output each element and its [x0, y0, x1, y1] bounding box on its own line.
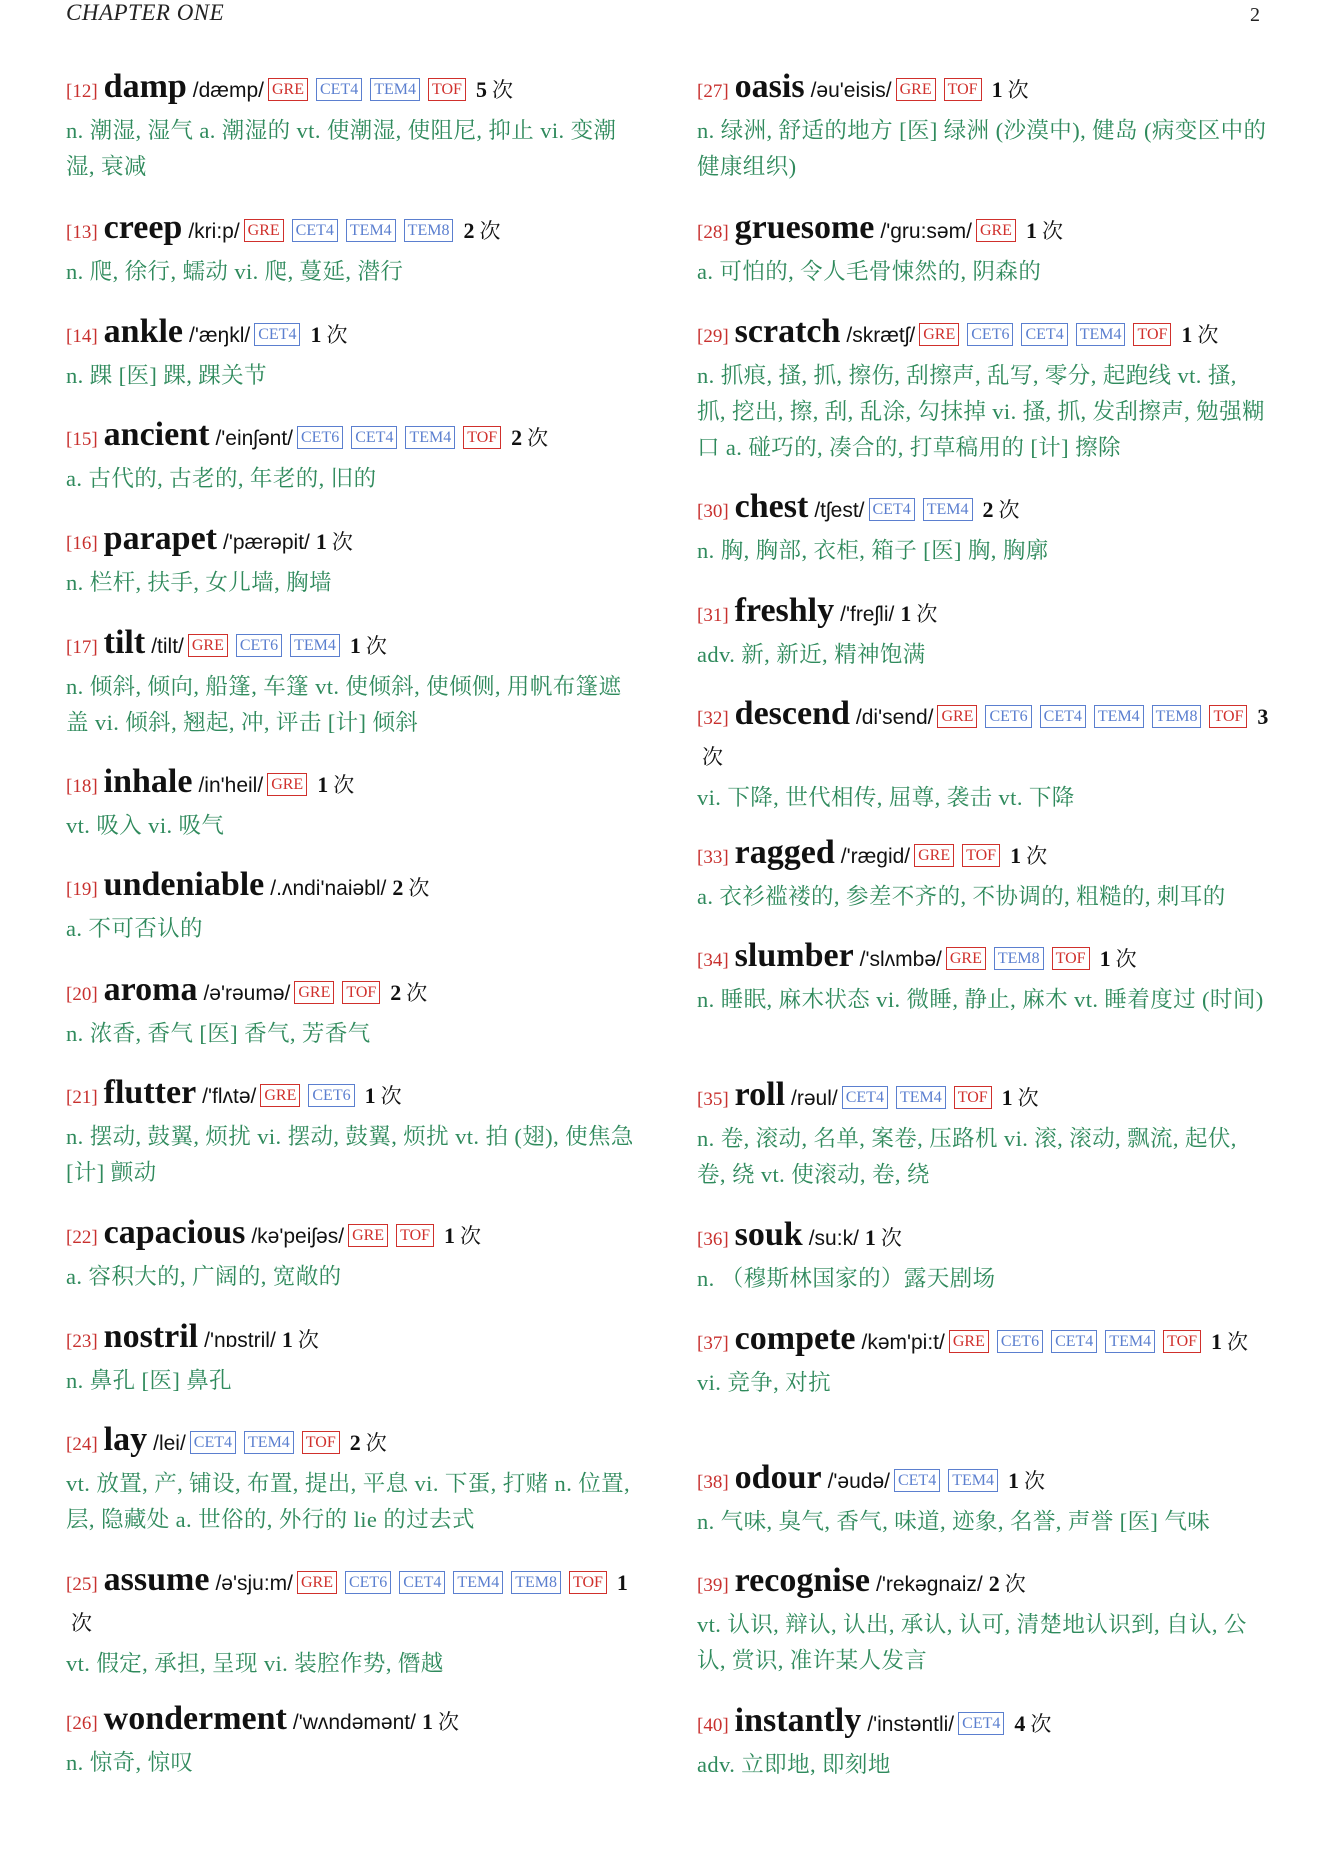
definition: n. 胸, 胸部, 衣柜, 箱子 [医] 胸, 胸廓 — [697, 538, 1049, 563]
entry-index: [30] — [697, 501, 729, 522]
headword: descend — [734, 695, 850, 732]
phonetic: /in'heil/ — [198, 774, 264, 797]
exam-tag-badge: TEM4 — [1105, 1330, 1155, 1353]
entry-index: [17] — [66, 637, 98, 658]
word-entry — [66, 313, 638, 394]
frequency-count: 1 — [1007, 1468, 1019, 1493]
frequency-unit: 次 — [1017, 1086, 1039, 1110]
word-entry — [697, 488, 1269, 569]
frequency-count: 1 — [349, 633, 361, 658]
frequency-count: 1 — [1211, 1329, 1223, 1354]
word-entry — [66, 1074, 638, 1191]
exam-tag-badge: TEM4 — [948, 1469, 998, 1492]
frequency-unit: 次 — [916, 602, 938, 626]
exam-tag-badge: TOF — [954, 1086, 992, 1109]
exam-tag-badge: TEM4 — [923, 498, 973, 521]
exam-tag-badge: TOF — [342, 981, 380, 1004]
entry-head — [697, 488, 1269, 533]
entry-head — [66, 624, 638, 669]
exam-tag-badge: TEM4 — [1094, 705, 1144, 728]
definition: vt. 假定, 承担, 呈现 vi. 装腔作势, 僭越 — [66, 1651, 444, 1676]
phonetic: /ə'sju:m/ — [215, 1572, 293, 1595]
entry-index: [27] — [697, 81, 729, 102]
entry-index: [21] — [66, 1087, 98, 1108]
phonetic: /'əudə/ — [827, 1470, 890, 1493]
headword: scratch — [734, 313, 841, 350]
frequency-count: 2 — [463, 218, 475, 243]
headword: oasis — [734, 68, 805, 105]
phonetic: /'wʌndəmənt/ — [292, 1711, 416, 1734]
phonetic: /su:k/ — [808, 1227, 859, 1250]
entry-head — [66, 416, 638, 461]
definition: n. 倾斜, 倾向, 船篷, 车篷 vt. 使倾斜, 使倾侧, 用帆布篷遮盖 vi. 倾斜, 翘起, 冲, 评击 [计] 倾斜 — [66, 674, 622, 735]
frequency-count: 2 — [511, 425, 523, 450]
frequency-count: 1 — [310, 322, 322, 347]
definition: a. 古代的, 古老的, 年老的, 旧的 — [66, 466, 377, 491]
phonetic: /tilt/ — [151, 635, 184, 658]
frequency-unit: 次 — [365, 634, 387, 658]
entry-index: [38] — [697, 1472, 729, 1493]
definition: vi. 竞争, 对抗 — [697, 1370, 832, 1395]
headword: ragged — [734, 834, 835, 871]
entry-index: [32] — [697, 708, 729, 729]
entry-head — [66, 866, 638, 911]
frequency-unit: 次 — [1004, 1572, 1026, 1596]
entry-head — [66, 1700, 638, 1745]
exam-tag-badge: GRE — [297, 1571, 337, 1594]
definition: n. 浓香, 香气 [医] 香气, 芳香气 — [66, 1021, 371, 1046]
headword: capacious — [103, 1214, 246, 1251]
definition: a. 衣衫褴褛的, 参差不齐的, 不协调的, 粗糙的, 刺耳的 — [697, 884, 1226, 909]
word-entry — [66, 624, 638, 741]
headword: undeniable — [103, 866, 265, 903]
word-entry — [697, 1702, 1269, 1783]
entry-index: [26] — [66, 1713, 98, 1734]
definition: n. 踝 [医] 踝, 踝关节 — [66, 363, 267, 388]
headword: odour — [734, 1459, 822, 1496]
frequency-unit: 次 — [333, 773, 355, 797]
exam-tag-badge: TOF — [1209, 705, 1247, 728]
exam-tag-badge: TEM8 — [1152, 705, 1202, 728]
word-entry — [66, 1561, 638, 1682]
exam-tag-badge: CET4 — [316, 78, 362, 101]
entry-index: [20] — [66, 984, 98, 1005]
exam-tag-badge: GRE — [919, 323, 959, 346]
frequency-unit: 次 — [880, 1226, 902, 1250]
exam-tag-badge: CET6 — [308, 1084, 354, 1107]
exam-tag-badge: TOF — [962, 844, 1000, 867]
exam-tag-badge: CET4 — [894, 1469, 940, 1492]
headword: gruesome — [734, 209, 875, 246]
frequency-unit: 次 — [998, 498, 1020, 522]
phonetic: /əu'eisis/ — [810, 79, 892, 102]
exam-tag-badge: CET4 — [869, 498, 915, 521]
frequency-unit: 次 — [1197, 323, 1219, 347]
entry-index: [29] — [697, 326, 729, 347]
phonetic: /'pærəpit/ — [222, 531, 310, 554]
word-entry — [697, 834, 1269, 915]
frequency-unit: 次 — [326, 323, 348, 347]
frequency-count: 5 — [475, 77, 487, 102]
headword: lay — [103, 1421, 148, 1458]
definition: n. 卷, 滚动, 名单, 案卷, 压路机 vi. 滚, 滚动, 飘流, 起伏, 卷, 绕 vt. 使滚动, 卷, 绕 — [697, 1126, 1237, 1187]
frequency-count: 2 — [392, 875, 404, 900]
frequency-count: 1 — [616, 1570, 628, 1595]
word-entry — [66, 1318, 638, 1399]
definition: adv. 立即地, 即刻地 — [697, 1752, 891, 1777]
entry-head — [697, 1320, 1269, 1365]
exam-tag-badge: CET4 — [1051, 1330, 1097, 1353]
exam-tag-badge: CET4 — [351, 426, 397, 449]
phonetic: /tʃest/ — [814, 499, 865, 522]
exam-tag-badge: TOF — [463, 426, 501, 449]
word-entry — [697, 592, 1269, 673]
word-entry — [66, 763, 638, 844]
entry-head — [66, 209, 638, 254]
word-entry — [66, 1700, 638, 1781]
exam-tag-badge: CET6 — [345, 1571, 391, 1594]
frequency-count: 1 — [315, 529, 327, 554]
frequency-count: 1 — [864, 1225, 876, 1250]
definition: vt. 放置, 产, 铺设, 布置, 提出, 平息 vi. 下蛋, 打赌 n. 位置, 层, 隐藏处 a. 世俗的, 外行的 lie 的过去式 — [66, 1471, 631, 1532]
definition: n. 惊奇, 惊叹 — [66, 1750, 194, 1775]
word-entry — [697, 1562, 1269, 1679]
frequency-unit: 次 — [1030, 1712, 1052, 1736]
frequency-unit: 次 — [1007, 78, 1029, 102]
phonetic: /.ʌndi'naiəbl/ — [270, 877, 387, 900]
frequency-unit: 次 — [380, 1084, 402, 1108]
frequency-unit: 次 — [331, 530, 353, 554]
headword: aroma — [103, 971, 198, 1008]
frequency-count: 1 — [444, 1223, 456, 1248]
exam-tag-badge: GRE — [949, 1330, 989, 1353]
exam-tag-badge: TOF — [396, 1224, 434, 1247]
definition: n. 气味, 臭气, 香气, 味道, 迹象, 名誉, 声誉 [医] 气味 — [697, 1509, 1211, 1534]
definition: n. （穆斯林国家的）露天剧场 — [697, 1266, 996, 1291]
exam-tag-badge: CET6 — [297, 426, 343, 449]
entry-head — [66, 313, 638, 358]
entry-head — [697, 1216, 1269, 1261]
exam-tag-badge: CET6 — [985, 705, 1031, 728]
definition: n. 摆动, 鼓翼, 烦扰 vi. 摆动, 鼓翼, 烦扰 vt. 拍 (翅), 使焦急 [计] 颤动 — [66, 1124, 634, 1185]
headword: parapet — [103, 520, 217, 557]
entry-head — [697, 1562, 1269, 1607]
headword: inhale — [103, 763, 193, 800]
entry-index: [15] — [66, 429, 98, 450]
exam-tag-badge: TOF — [428, 78, 466, 101]
phonetic: /dæmp/ — [192, 79, 264, 102]
entry-head — [66, 763, 638, 808]
headword: tilt — [103, 624, 146, 661]
word-entry — [66, 971, 638, 1052]
exam-tag-badge: CET4 — [1040, 705, 1086, 728]
exam-tag-badge: TEM4 — [1076, 323, 1126, 346]
word-entry — [697, 937, 1269, 1018]
headword: slumber — [734, 937, 854, 974]
entry-index: [22] — [66, 1227, 98, 1248]
frequency-count: 1 — [1181, 322, 1193, 347]
entry-index: [36] — [697, 1229, 729, 1250]
exam-tag-badge: CET4 — [254, 323, 300, 346]
exam-tag-badge: GRE — [976, 219, 1016, 242]
definition: a. 不可否认的 — [66, 916, 203, 941]
word-entry — [697, 1076, 1269, 1193]
exam-tag-badge: GRE — [946, 947, 986, 970]
phonetic: /kəm'pi:t/ — [861, 1331, 945, 1354]
frequency-unit: 次 — [437, 1710, 459, 1734]
headword: assume — [103, 1561, 210, 1598]
exam-tag-badge: TOF — [944, 78, 982, 101]
definition: n. 抓痕, 搔, 抓, 擦伤, 刮擦声, 乱写, 零分, 起跑线 vt. 搔, 抓, 挖出, 擦, 刮, 乱涂, 勾抹掉 vi. 搔, 抓, 发刮擦声, 勉强糊口 a. 碰巧的, 凑合的, 打草稿用的 [计] 擦除 — [697, 363, 1265, 460]
word-entry — [697, 68, 1269, 185]
exam-tag-badge: CET6 — [967, 323, 1013, 346]
exam-tag-badge: GRE — [348, 1224, 388, 1247]
phonetic: /lei/ — [153, 1432, 186, 1455]
frequency-unit: 次 — [479, 219, 501, 243]
phonetic: /'æŋkl/ — [189, 324, 251, 347]
exam-tag-badge: TOF — [1052, 947, 1090, 970]
frequency-unit: 次 — [527, 426, 549, 450]
entry-index: [39] — [697, 1575, 729, 1596]
frequency-count: 1 — [1025, 218, 1037, 243]
definition: n. 绿洲, 舒适的地方 [医] 绿洲 (沙漠中), 健岛 (病变区中的健康组织) — [697, 118, 1267, 179]
exam-tag-badge: TEM8 — [994, 947, 1044, 970]
phonetic: /ə'rəumə/ — [203, 982, 291, 1005]
chapter-title: CHAPTER ONE — [66, 0, 225, 25]
exam-tag-badge: TEM8 — [511, 1571, 561, 1594]
entry-head — [66, 520, 638, 565]
word-entry — [697, 1216, 1269, 1297]
phonetic: /'freʃli/ — [840, 603, 895, 626]
word-entry — [697, 1459, 1269, 1540]
entry-head — [66, 971, 638, 1016]
frequency-unit: 次 — [297, 1328, 319, 1352]
headword: roll — [734, 1076, 786, 1113]
word-entry — [66, 1214, 638, 1295]
entry-head — [697, 834, 1269, 879]
entry-head — [697, 937, 1269, 982]
exam-tag-badge: GRE — [937, 705, 977, 728]
definition: adv. 新, 新近, 精神饱满 — [697, 642, 926, 667]
frequency-unit: 次 — [460, 1224, 482, 1248]
word-entry — [66, 1421, 638, 1538]
exam-tag-badge: TOF — [302, 1431, 340, 1454]
frequency-count: 1 — [900, 601, 912, 626]
entry-index: [13] — [66, 222, 98, 243]
headword: ankle — [103, 313, 184, 350]
exam-tag-badge: CET4 — [399, 1571, 445, 1594]
phonetic: /kri:p/ — [188, 220, 240, 243]
entry-head — [697, 68, 1269, 113]
frequency-count: 1 — [317, 772, 329, 797]
headword: recognise — [734, 1562, 870, 1599]
headword: damp — [103, 68, 187, 105]
headword: ancient — [103, 416, 210, 453]
frequency-count: 2 — [988, 1571, 1000, 1596]
frequency-count: 1 — [991, 77, 1003, 102]
exam-tag-badge: TEM4 — [346, 219, 396, 242]
entry-head — [697, 209, 1269, 254]
entry-head — [66, 68, 638, 113]
exam-tag-badge: CET6 — [236, 634, 282, 657]
word-entry — [697, 313, 1269, 466]
frequency-unit: 次 — [491, 78, 513, 102]
phonetic: /di'send/ — [855, 706, 934, 729]
exam-tag-badge: TOF — [1163, 1330, 1201, 1353]
entry-index: [23] — [66, 1331, 98, 1352]
phonetic: /'instəntli/ — [867, 1713, 955, 1736]
definition: n. 栏杆, 扶手, 女儿墙, 胸墙 — [66, 570, 332, 595]
entry-head — [697, 1459, 1269, 1504]
entry-head — [66, 1214, 638, 1259]
word-entry — [66, 416, 638, 497]
frequency-unit: 次 — [702, 745, 723, 769]
phonetic: /kə'peiʃəs/ — [251, 1225, 345, 1248]
entry-index: [40] — [697, 1715, 729, 1736]
frequency-unit: 次 — [365, 1431, 387, 1455]
exam-tag-badge: TEM4 — [453, 1571, 503, 1594]
frequency-unit: 次 — [1115, 947, 1137, 971]
entry-head — [66, 1074, 638, 1119]
frequency-unit: 次 — [408, 876, 430, 900]
word-entry — [66, 520, 638, 601]
phonetic: /'gru:səm/ — [880, 220, 972, 243]
word-entry — [66, 68, 638, 185]
frequency-count: 1 — [1010, 843, 1022, 868]
exam-tag-badge: CET4 — [190, 1431, 236, 1454]
entry-index: [28] — [697, 222, 729, 243]
word-entry — [697, 1320, 1269, 1401]
frequency-count: 1 — [364, 1083, 376, 1108]
entry-index: [33] — [697, 847, 729, 868]
frequency-count: 2 — [982, 497, 994, 522]
entry-head — [697, 313, 1269, 358]
entry-index: [35] — [697, 1089, 729, 1110]
exam-tag-badge: CET4 — [958, 1712, 1004, 1735]
frequency-unit: 次 — [406, 981, 428, 1005]
frequency-count: 1 — [281, 1327, 293, 1352]
exam-tag-badge: TEM4 — [370, 78, 420, 101]
entry-index: [37] — [697, 1333, 729, 1354]
definition: a. 容积大的, 广阔的, 宽敞的 — [66, 1264, 342, 1289]
exam-tag-badge: GRE — [188, 634, 228, 657]
entry-head — [697, 1702, 1269, 1747]
exam-tag-badge: GRE — [268, 78, 308, 101]
exam-tag-badge: CET4 — [292, 219, 338, 242]
entry-index: [24] — [66, 1434, 98, 1455]
exam-tag-badge: GRE — [914, 844, 954, 867]
entry-index: [19] — [66, 879, 98, 900]
headword: instantly — [734, 1702, 862, 1739]
entry-head — [66, 1318, 638, 1363]
exam-tag-badge: CET4 — [842, 1086, 888, 1109]
word-entry — [697, 209, 1269, 290]
entry-head — [66, 1421, 638, 1466]
frequency-count: 1 — [1001, 1085, 1013, 1110]
exam-tag-badge: GRE — [260, 1084, 300, 1107]
phonetic: /skrætʃ/ — [846, 324, 916, 347]
definition: n. 潮湿, 湿气 a. 潮湿的 vt. 使潮湿, 使阻尼, 抑止 vi. 变潮湿, 衰减 — [66, 118, 617, 179]
exam-tag-badge: TOF — [569, 1571, 607, 1594]
phonetic: /'rægid/ — [840, 845, 911, 868]
exam-tag-badge: GRE — [267, 773, 307, 796]
exam-tag-badge: CET6 — [997, 1330, 1043, 1353]
phonetic: /'flʌtə/ — [202, 1085, 257, 1108]
exam-tag-badge: TOF — [1133, 323, 1171, 346]
frequency-count: 1 — [421, 1709, 433, 1734]
entry-head — [697, 592, 1269, 637]
frequency-count: 3 — [1257, 704, 1269, 729]
phonetic: /'einʃənt/ — [215, 427, 293, 450]
exam-tag-badge: TEM8 — [404, 219, 454, 242]
word-entry — [697, 695, 1269, 816]
definition: a. 可怕的, 令人毛骨悚然的, 阴森的 — [697, 259, 1042, 284]
entry-index: [25] — [66, 1574, 98, 1595]
frequency-unit: 次 — [1227, 1330, 1249, 1354]
definition: n. 睡眠, 麻木状态 vi. 微睡, 静止, 麻木 vt. 睡着度过 (时间) — [697, 987, 1264, 1012]
entry-index: [31] — [697, 605, 729, 626]
exam-tag-badge: TEM4 — [244, 1431, 294, 1454]
word-entry — [66, 866, 638, 947]
headword: creep — [103, 209, 183, 246]
frequency-count: 2 — [349, 1430, 361, 1455]
exam-tag-badge: GRE — [244, 219, 284, 242]
phonetic: /'slʌmbə/ — [859, 948, 942, 971]
exam-tag-badge: TEM4 — [896, 1086, 946, 1109]
exam-tag-badge: CET4 — [1021, 323, 1067, 346]
page-number: 2 — [1250, 4, 1260, 26]
frequency-count: 4 — [1014, 1711, 1026, 1736]
exam-tag-badge: GRE — [896, 78, 936, 101]
phonetic: /'rekəgnaiz/ — [876, 1573, 983, 1596]
entry-index: [12] — [66, 81, 98, 102]
frequency-unit: 次 — [1026, 844, 1048, 868]
headword: souk — [734, 1216, 803, 1253]
word-entry — [66, 209, 638, 290]
frequency-count: 2 — [390, 980, 402, 1005]
headword: freshly — [734, 592, 835, 629]
frequency-unit: 次 — [1023, 1469, 1045, 1493]
headword: nostril — [103, 1318, 199, 1355]
entry-head — [66, 1561, 638, 1646]
definition: n. 鼻孔 [医] 鼻孔 — [66, 1368, 233, 1393]
definition: vt. 认识, 辩认, 认出, 承认, 认可, 清楚地认识到, 自认, 公认, 赏识, 准许某人发言 — [697, 1612, 1247, 1673]
entry-index: [14] — [66, 326, 98, 347]
headword: chest — [734, 488, 809, 525]
exam-tag-badge: TEM4 — [405, 426, 455, 449]
entry-head — [697, 1076, 1269, 1121]
frequency-unit: 次 — [1041, 219, 1063, 243]
frequency-count: 1 — [1099, 946, 1111, 971]
exam-tag-badge: TEM4 — [290, 634, 340, 657]
definition: vt. 吸入 vi. 吸气 — [66, 813, 225, 838]
entry-index: [34] — [697, 950, 729, 971]
phonetic: /rəul/ — [791, 1087, 838, 1110]
entry-head — [697, 695, 1269, 780]
entry-index: [18] — [66, 776, 98, 797]
headword: compete — [734, 1320, 856, 1357]
definition: vi. 下降, 世代相传, 屈尊, 袭击 vt. 下降 — [697, 785, 1075, 810]
frequency-unit: 次 — [71, 1611, 92, 1635]
entry-index: [16] — [66, 533, 98, 554]
headword: flutter — [103, 1074, 197, 1111]
exam-tag-badge: GRE — [294, 981, 334, 1004]
headword: wonderment — [103, 1700, 287, 1737]
definition: n. 爬, 徐行, 蠕动 vi. 爬, 蔓延, 潜行 — [66, 259, 404, 284]
phonetic: /'nɒstril/ — [204, 1329, 276, 1352]
